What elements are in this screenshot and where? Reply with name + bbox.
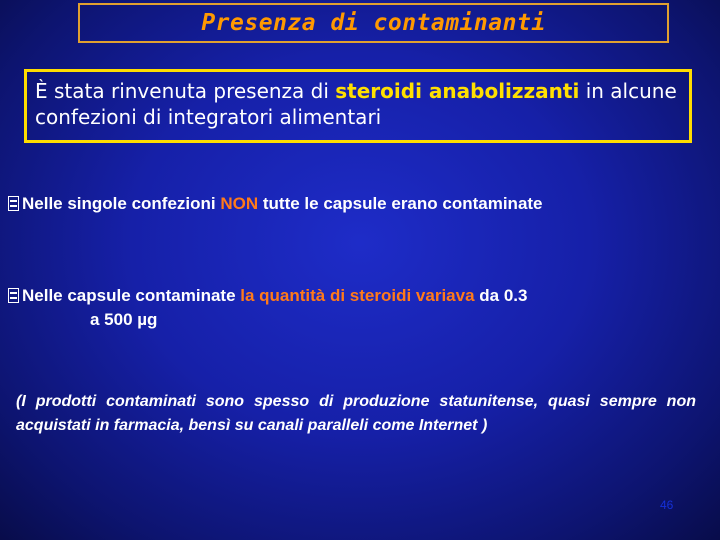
bullet-2 — [8, 284, 698, 332]
intro-text-before: È stata rinvenuta presenza di — [35, 79, 336, 103]
note-text: (I prodotti contaminati sono spesso di produzione statunitense, quasi sempre non acquistati in farmacia, bensì su canali paralleli come Internet ) — [16, 393, 696, 434]
page-number: 46 — [660, 498, 674, 512]
intro-highlight: steroidi anabolizzanti — [335, 79, 580, 103]
bullet-1 — [8, 192, 720, 216]
title-box — [78, 3, 669, 43]
slide-title: Presenza di contaminanti — [201, 10, 546, 36]
bullet-1-part2: tutte le capsule erano contaminate — [258, 194, 543, 213]
intro-text-after: in alcune confezioni di integratori alimentari — [35, 79, 677, 129]
bullet-2-part2: da 0.3 — [474, 286, 528, 305]
bullet-1-part1: Nelle singole confezioni — [22, 194, 221, 213]
checklist-icon — [8, 196, 19, 211]
checklist-icon — [8, 288, 19, 303]
bullet-2-part1: Nelle capsule contaminate — [22, 286, 241, 305]
bullet-2-continuation: a 500 µg — [90, 310, 158, 329]
bullet-2-highlight: la quantità di steroidi variava — [240, 286, 475, 305]
intro-box — [24, 69, 692, 143]
bullet-1-highlight: NON — [220, 194, 259, 213]
